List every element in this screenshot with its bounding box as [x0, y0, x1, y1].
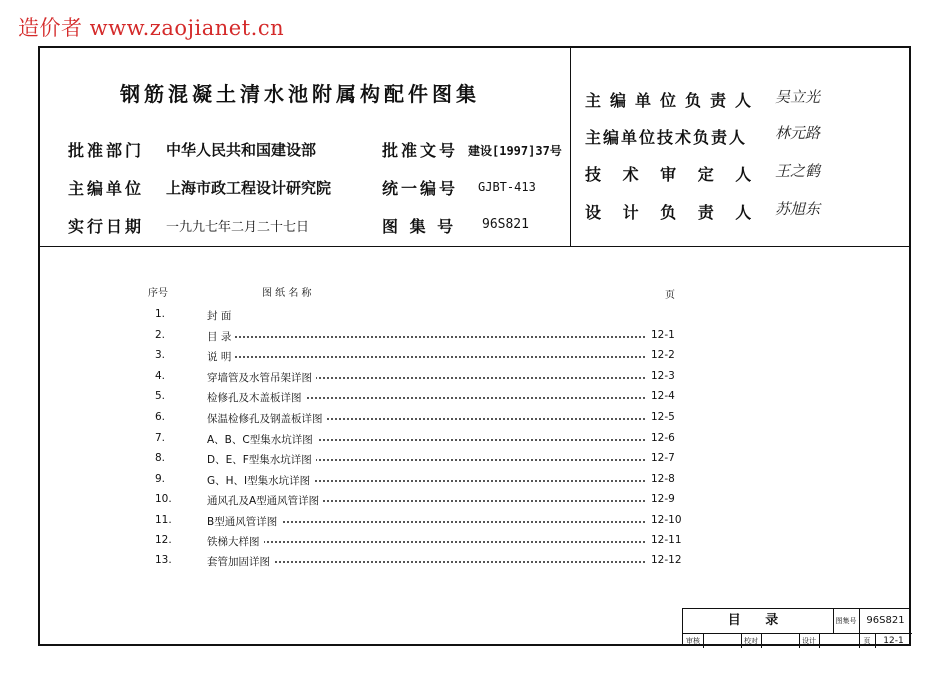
- toc-row: [155, 370, 695, 388]
- toc-row-title: D、E、F型集水坑详图: [207, 452, 316, 467]
- toc-row-number: 5.: [155, 390, 166, 402]
- toc-row-page: 12-2: [647, 349, 695, 361]
- toc-row-title: 穿墙管及水管吊架详图: [207, 370, 316, 385]
- toc-row-number: 7.: [155, 432, 166, 444]
- approval-dept-label: 批准部门: [68, 141, 145, 160]
- approval-doc-label: 批准文号: [382, 141, 459, 160]
- unified-no-label: 统一编号: [382, 179, 459, 198]
- tech-lead-signature: 林元路: [775, 124, 821, 142]
- atlas-no-value: 96S821: [482, 217, 529, 232]
- toc-row-title: 检修孔及木盖板详图: [207, 390, 306, 405]
- toc-row-number: 9.: [155, 473, 166, 485]
- tech-reviewer-signature: 王之鹤: [775, 162, 821, 180]
- toc-row: [155, 349, 695, 367]
- approval-doc-value: 建设[1997]37号: [468, 144, 562, 158]
- toc-row-page: 12-7: [647, 452, 695, 464]
- toc-row-title: A、B、C型集水坑详图: [207, 432, 317, 447]
- toc-header-name: 图 纸 名 称: [262, 288, 312, 299]
- title-block-atlas-label: 图集号: [833, 609, 860, 633]
- toc-row-page: 12-10: [647, 514, 695, 526]
- toc-row: [155, 411, 695, 429]
- chief-editor-label: 主编单位负责人: [585, 91, 761, 110]
- effective-date-label: 实行日期: [68, 217, 145, 236]
- drawing-frame: [38, 46, 911, 646]
- toc-row: [155, 452, 695, 470]
- toc-row-title: 保温检修孔及钢盖板详图: [207, 411, 327, 426]
- title-block-atlas-no: 96S821: [866, 615, 905, 626]
- toc-row: [155, 493, 695, 511]
- title-block-page-label: 页: [859, 633, 876, 648]
- title-block-name: 目 录: [683, 609, 834, 633]
- title-block-design-signature: [819, 633, 860, 648]
- title-block-review-signature: [703, 633, 742, 648]
- toc-row-page: 12-9: [647, 493, 695, 505]
- title-block-check-label: 校对: [741, 633, 762, 648]
- unified-no-value: GJBT-413: [478, 180, 536, 194]
- toc-row-page: 12-1: [647, 329, 695, 341]
- toc-row-title: 说 明: [207, 349, 235, 364]
- tech-lead-label: 主编单位技术负责人: [585, 128, 748, 147]
- toc-row-page: 12-3: [647, 370, 695, 382]
- toc-row-number: 10.: [155, 493, 172, 505]
- toc-row-number: 4.: [155, 370, 166, 382]
- title-block-check-signature: [761, 633, 800, 648]
- toc-row-number: 8.: [155, 452, 166, 464]
- title-block-review-label: 审核: [683, 633, 704, 648]
- toc-row: [155, 329, 695, 347]
- toc-row-title: B型通风管详图: [207, 514, 281, 529]
- toc-row: [155, 473, 695, 491]
- chief-editor-signature: 吴立光: [775, 88, 821, 106]
- editor-unit-value: 上海市政工程设计研究院: [166, 179, 332, 197]
- toc-row-number: 13.: [155, 554, 172, 566]
- toc-row: [155, 432, 695, 450]
- toc-row: [155, 554, 695, 572]
- toc-row-title: 铁梯大样图: [207, 534, 264, 549]
- toc-row-page: 12-5: [647, 411, 695, 423]
- design-lead-label: 设 计 负 责 人: [585, 203, 760, 222]
- toc-row-leader: [207, 336, 649, 338]
- toc-row: [155, 390, 695, 408]
- atlas-no-label: 图 集 号: [382, 217, 457, 236]
- title-block: [682, 608, 911, 646]
- toc-row-number: 1.: [155, 308, 166, 320]
- toc-row-title: 目 录: [207, 329, 235, 344]
- toc-row-page: 12-8: [647, 473, 695, 485]
- toc-row-page: 12-11: [647, 534, 695, 546]
- toc-row: [155, 308, 695, 326]
- toc-row-leader: [207, 541, 649, 543]
- editor-unit-label: 主编单位: [68, 179, 145, 198]
- tech-reviewer-label: 技 术 审 定 人: [585, 165, 760, 184]
- header-vertical-divider: [570, 48, 571, 246]
- toc-row-title: 通风孔及A型通风管详图: [207, 493, 323, 508]
- effective-date-value: 一九九七年二月二十七日: [166, 220, 310, 235]
- title-block-design-label: 设计: [799, 633, 820, 648]
- approval-dept-value: 中华人民共和国建设部: [166, 141, 317, 159]
- toc-row-page: 12-6: [647, 432, 695, 444]
- toc-row-title: 封 面: [207, 308, 235, 323]
- toc-row-page: 12-4: [647, 390, 695, 402]
- toc-row-number: 2.: [155, 329, 166, 341]
- toc-row-leader: [207, 356, 649, 358]
- toc-row-title: 套管加固详图: [207, 554, 274, 569]
- toc-row-number: 12.: [155, 534, 172, 546]
- watermark-text: 造价者 www.zaojianet.cn: [18, 16, 285, 40]
- toc-row-number: 11.: [155, 514, 172, 526]
- title-block-page-no: 12-1: [875, 633, 912, 648]
- header-horizontal-divider: [40, 246, 909, 247]
- toc-header-no: 序号: [148, 288, 168, 299]
- toc-header-page: 页: [665, 290, 675, 301]
- toc-row: [155, 514, 695, 532]
- toc-row-title: G、H、I型集水坑详图: [207, 473, 314, 488]
- design-lead-signature: 苏旭东: [775, 200, 821, 218]
- toc-row-number: 6.: [155, 411, 166, 423]
- toc-row: [155, 534, 695, 552]
- toc-row-page: 12-12: [647, 554, 695, 566]
- toc-row-number: 3.: [155, 349, 166, 361]
- atlas-title: 钢筋混凝土清水池附属构配件图集: [120, 82, 480, 106]
